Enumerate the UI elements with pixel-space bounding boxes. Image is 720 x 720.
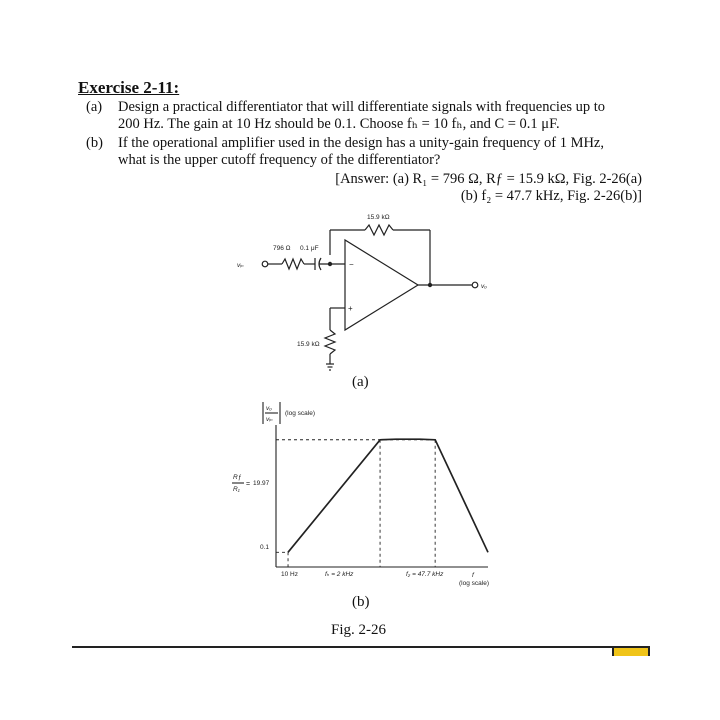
ratio-den: R₁ (233, 486, 240, 493)
c-label: 0.1 μF (300, 245, 319, 252)
gain-curve (288, 439, 488, 552)
x-axis-scale-label: (log scale) (459, 580, 489, 587)
figure-caption: Fig. 2-26 (331, 622, 387, 638)
y-tick-label-high: 19.97 (253, 480, 270, 487)
y-axis-label-den: vᵢₙ (266, 416, 273, 423)
r1-label: 796 Ω (273, 245, 291, 252)
part-a-line2: 200 Hz. The gain at 10 Hz should be 0.1. Choose fₕ = 10 fₕ, and C = 0.1 μF. (118, 116, 560, 132)
ratio-equals: = (246, 481, 251, 488)
plus-input-sign: + (348, 304, 353, 313)
circuit-caption: (a) (352, 374, 369, 390)
rcomp-label: 15.9 kΩ (297, 341, 320, 348)
part-a-line1: Design a practical differentiator that will differentiate signals with frequencies up to (118, 99, 606, 115)
ratio-num: Rƒ (233, 474, 242, 481)
part-a-label: (a) (86, 99, 103, 115)
x-axis-label-f: f (472, 572, 474, 579)
vin-label: vᵢₙ (237, 262, 244, 269)
exercise-title: Exercise 2-11: (78, 78, 180, 97)
x-tick-label-fh: fₕ = 2 kHz (325, 571, 354, 578)
page-number-box (612, 646, 650, 656)
x-tick-label-f2: f₂ = 47.7 kHz (406, 571, 444, 578)
bottom-rule (72, 646, 648, 648)
y-tick-label-low: 0.1 (260, 544, 270, 551)
part-b-label: (b) (86, 135, 103, 151)
minus-input-sign: − (349, 260, 354, 269)
vo-label: vₒ (481, 283, 487, 290)
y-axis-label-num: vₒ (266, 405, 272, 412)
answer-line2: (b) f₂ = 47.7 kHz, Fig. 2-26(b)] (460, 188, 642, 204)
answer-line1: [Answer: (a) R₁ = 796 Ω, Rƒ = 15.9 kΩ, Fig. 2-26(a) (335, 171, 642, 187)
part-b-line2: what is the upper cutoff frequency of the differentiator? (118, 152, 441, 168)
x-tick-label-10hz: 10 Hz (281, 571, 298, 578)
rf-label: 15.9 kΩ (367, 214, 390, 221)
plot-caption: (b) (352, 594, 370, 610)
part-b-line1: If the operational amplifier used in the design has a unity-gain frequency of 1 MHz, (118, 135, 604, 151)
y-axis-scale-label: (log scale) (285, 410, 315, 417)
